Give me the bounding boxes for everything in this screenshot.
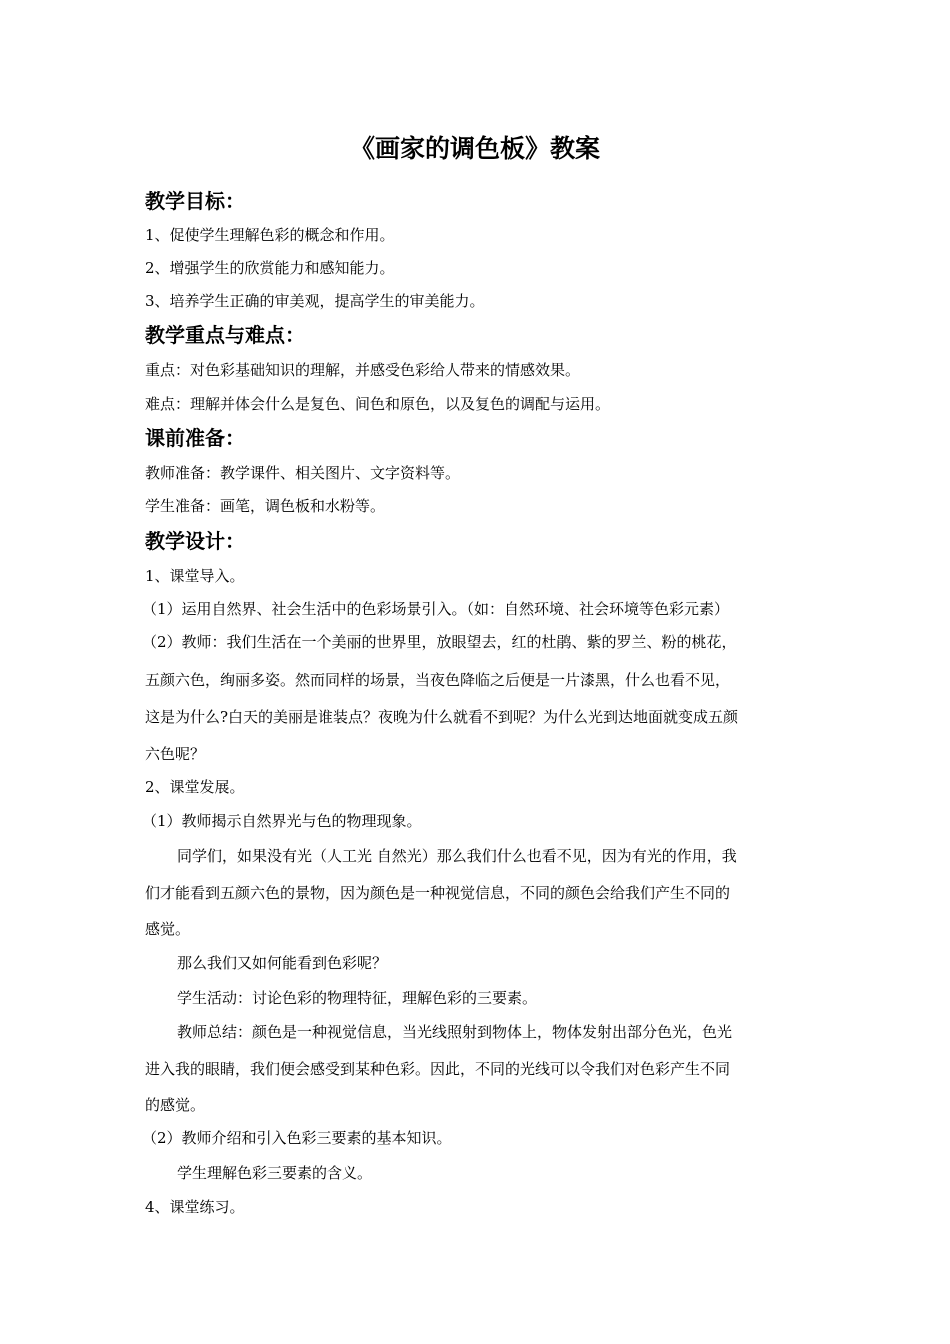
design-line: 的感觉。 — [145, 1096, 206, 1114]
design-line: 五颜六色，绚丽多姿。然而同样的场景，当夜色降临之后便是一片漆黑，什么也看不见， — [145, 671, 731, 689]
design-line: 这是为什么?白天的美丽是谁装点？夜晚为什么就看不到呢？为什么光到达地面就变成五颜 — [145, 708, 739, 726]
design-line: 同学们，如果没有光（人工光 自然光）那么我们什么也看不见，因为有光的作用，我 — [177, 847, 737, 865]
heading-preparation: 课前准备： — [145, 426, 245, 450]
objective-line: 1、促使学生理解色彩的概念和作用。 — [145, 226, 395, 244]
design-line: 1、课堂导入。 — [145, 567, 245, 585]
design-line: （1）教师揭示自然界光与色的物理现象。 — [142, 812, 422, 830]
preparation-line: 学生准备：画笔，调色板和水粉等。 — [145, 497, 386, 515]
heading-objectives: 教学目标： — [145, 189, 245, 213]
design-line: 学生活动：讨论色彩的物理特征，理解色彩的三要素。 — [177, 989, 538, 1007]
design-line: 2、课堂发展。 — [145, 778, 245, 796]
design-line: 那么我们又如何能看到色彩呢？ — [177, 954, 388, 972]
design-line: 学生理解色彩三要素的含义。 — [177, 1164, 373, 1182]
design-line: （2）教师介绍和引入色彩三要素的基本知识。 — [142, 1129, 452, 1147]
objective-line: 3、培养学生正确的审美观，提高学生的审美能力。 — [145, 292, 485, 310]
design-line: 教师总结：颜色是一种视觉信息，当光线照射到物体上，物体发射出部分色光，色光 — [177, 1023, 733, 1041]
design-line: （1）运用自然界、社会生活中的色彩场景引入。（如：自然环境、社会环境等色彩元素） — [142, 600, 730, 618]
design-line: 4、课堂练习。 — [145, 1198, 245, 1216]
preparation-line: 教师准备：教学课件、相关图片、文字资料等。 — [145, 464, 461, 482]
design-line: 六色呢？ — [145, 745, 206, 763]
key-point-line: 重点：对色彩基础知识的理解，并感受色彩给人带来的情感效果。 — [145, 361, 581, 379]
design-line: （2）教师：我们生活在一个美丽的世界里，放眼望去，红的杜鹃、紫的罗兰、粉的桃花， — [142, 633, 737, 651]
design-line: 们才能看到五颜六色的景物，因为颜色是一种视觉信息，不同的颜色会给我们产生不同的 — [145, 884, 731, 902]
heading-design: 教学设计： — [145, 529, 245, 553]
heading-key-points: 教学重点与难点： — [145, 323, 305, 347]
key-point-line: 难点：理解并体会什么是复色、间色和原色，以及复色的调配与运用。 — [145, 395, 611, 413]
page-title: 《画家的调色板》教案 — [349, 134, 600, 163]
design-line: 感觉。 — [145, 920, 191, 938]
objective-line: 2、增强学生的欣赏能力和感知能力。 — [145, 259, 395, 277]
design-line: 进入我的眼睛，我们便会感受到某种色彩。因此，不同的光线可以令我们对色彩产生不同 — [145, 1060, 731, 1078]
